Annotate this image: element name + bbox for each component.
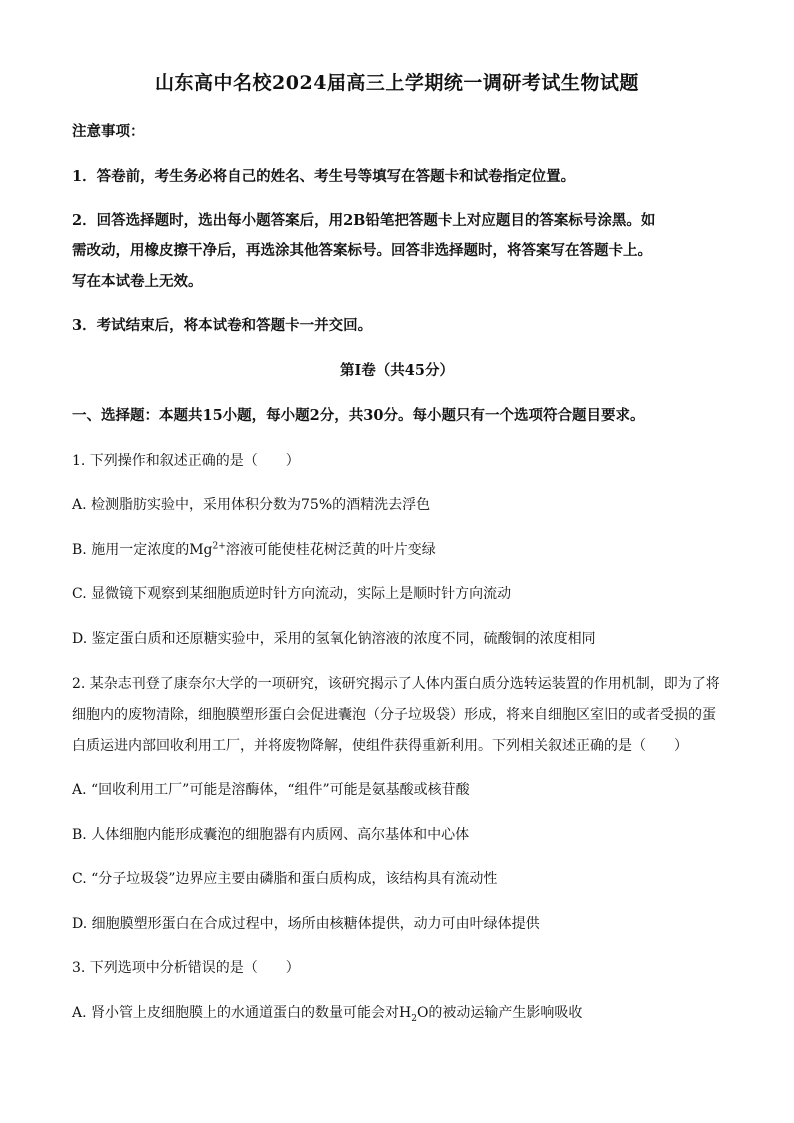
question-1-option-b bbox=[72, 540, 732, 560]
option-b-text-start: B. 施用一定浓度的Mg bbox=[72, 542, 213, 558]
notice-item-2-line-1: 2．回答选择题时，选出每小题答案后，用2B铅笔把答题卡上对应题目的答案标号涂黑。如 bbox=[72, 212, 656, 229]
question-2-option-d: D. 细胞膜塑形蛋白在合成过程中，场所由核糖体提供，动力可由叶绿体提供 bbox=[72, 916, 540, 932]
notice-item-3: 3．考试结束后，将本试卷和答题卡一并交回。 bbox=[72, 317, 373, 334]
question-1-option-c: C. 显微镜下观察到某细胞质逆时针方向流动，实际上是顺时针方向流动 bbox=[72, 586, 512, 602]
notice-item-2-line-2: 需改动，用橡皮擦干净后，再选涂其他答案标号。回答非选择题时，将答案写在答题卡上。 bbox=[72, 242, 652, 259]
question-1-option-a: A. 检测脂肪实验中，采用体积分数为75%的酒精洗去浮色 bbox=[72, 497, 431, 513]
question-3-stem: 3. 下列选项中分析错误的是（ ） bbox=[72, 960, 300, 976]
section-1-heading: 一、选择题：本题共15小题，每小题2分，共30分。每小题只有一个选项符合题目要求。 bbox=[72, 407, 645, 424]
question-2-option-c: C. “分子垃圾袋”边界应主要由磷脂和蛋白质构成，该结构具有流动性 bbox=[72, 871, 498, 887]
water-subscript: 2 bbox=[411, 1013, 417, 1024]
notice-item-1: 1．答卷前，考生务必将自己的姓名、考生号等填写在答题卡和试卷指定位置。 bbox=[72, 168, 576, 185]
part-1-heading: 第I卷（共45分） bbox=[340, 362, 454, 379]
question-2-option-b: B. 人体细胞内能形成囊泡的细胞器有内质网、高尔基体和中心体 bbox=[72, 827, 470, 843]
exam-title: 山东高中名校2024届高三上学期统一调研考试生物试题 bbox=[155, 72, 639, 94]
option-a-text-end: O的被动运输产生影响吸收 bbox=[416, 1005, 583, 1021]
ion-charge-superscript: 2+ bbox=[212, 541, 226, 552]
question-2-stem-line-1: 2. 某杂志刊登了康奈尔大学的一项研究，该研究揭示了人体内蛋白质分选转运装置的作用机制，即为了将 bbox=[72, 676, 720, 692]
question-1-stem: 1. 下列操作和叙述正确的是（ ） bbox=[72, 453, 300, 469]
option-a-text-start: A. 肾小管上皮细胞膜上的水通道蛋白的数量可能会对H bbox=[72, 1005, 412, 1021]
question-2-stem-line-3: 白质运进内部回收利用工厂，并将废物降解，使组件获得重新利用。下列相关叙述正确的是（ ） bbox=[72, 738, 688, 754]
question-2-option-a: A. “回收利用工厂”可能是溶酶体，“组件”可能是氨基酸或核苷酸 bbox=[72, 782, 470, 798]
question-2-stem-line-2: 细胞内的废物清除，细胞膜塑形蛋白会促进囊泡（分子垃圾袋）形成，将来自细胞区室旧的或者受损的蛋 bbox=[72, 707, 716, 723]
notice-item-2-line-3: 写在本试卷上无效。 bbox=[72, 273, 203, 290]
notice-heading: 注意事项： bbox=[72, 123, 145, 140]
question-1-option-d: D. 鉴定蛋白质和还原糖实验中，采用的氢氧化钠溶液的浓度不同，硫酸铜的浓度相同 bbox=[72, 631, 596, 647]
option-b-text-end: 溶液可能使桂花树泛黄的叶片变绿 bbox=[225, 542, 436, 558]
question-3-option-a bbox=[72, 1003, 732, 1023]
